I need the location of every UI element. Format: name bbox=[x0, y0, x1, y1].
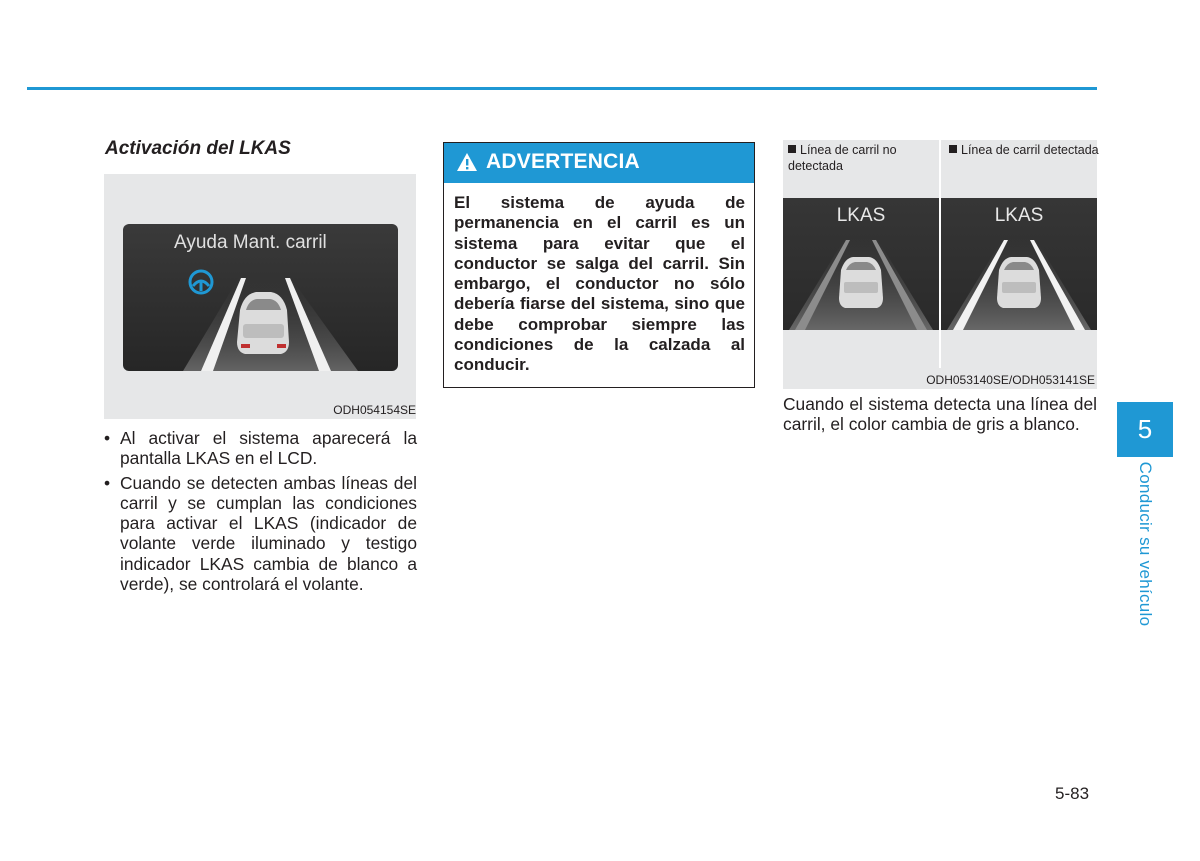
chapter-name: Conducir su vehículo bbox=[1136, 461, 1155, 627]
section-title: Activación del LKAS bbox=[105, 138, 291, 159]
figure-code: ODH053140SE/ODH053141SE bbox=[926, 373, 1095, 387]
chapter-number-tab: 5 bbox=[1117, 402, 1173, 457]
warning-text: El sistema de ayuda de permanencia en el carril es un sistema para evitar que el conductor se salga del carril. Sin embargo, el conductor no sólo debería fiarse del sistema, sino que debe comprobar siempre las condiciones de la calzada al conducir. bbox=[454, 193, 745, 375]
square-bullet-icon bbox=[949, 145, 957, 153]
panel-label-not-detected: Línea de carril no detectada bbox=[788, 143, 897, 173]
lkas-panel-not-detected bbox=[783, 198, 939, 330]
lcd-figure bbox=[104, 174, 416, 419]
bullet-icon: • bbox=[104, 428, 111, 448]
lkas-title: LKAS bbox=[994, 205, 1044, 226]
lkas-comparison-figure bbox=[783, 140, 1097, 389]
page-number: 5-83 bbox=[1055, 784, 1090, 803]
square-bullet-icon bbox=[788, 145, 796, 153]
list-item: • Al activar el sistema aparecerá la pantalla LKAS en el LCD. bbox=[104, 428, 417, 469]
bullet-icon: • bbox=[104, 472, 111, 493]
lcd-screen bbox=[123, 224, 398, 371]
figure-code: ODH054154SE bbox=[333, 403, 416, 417]
warning-triangle-icon bbox=[456, 152, 478, 172]
car-icon bbox=[237, 292, 289, 354]
lkas-title: LKAS bbox=[836, 205, 886, 226]
lcd-screen-title: Ayuda Mant. carril bbox=[174, 232, 327, 253]
panel-divider bbox=[939, 140, 941, 368]
warning-header bbox=[444, 143, 754, 183]
warning-box bbox=[443, 142, 755, 388]
body-paragraph: Cuando el sistema detecta una línea del carril, el color cambia de gris a blanco. bbox=[783, 394, 1097, 435]
panel-label-detected: Línea de carril detectada bbox=[949, 142, 1099, 158]
header-rule bbox=[27, 87, 1097, 90]
lkas-panel-detected bbox=[941, 198, 1097, 330]
list-item: • Cuando se detecten ambas líneas del carril y se cumplan las condiciones para activar el LKAS (indicador de volante verde iluminado y testigo indicador LKAS cambia de blanco a verde), se controlará el volante. bbox=[104, 472, 417, 595]
bullet-list bbox=[104, 428, 417, 598]
warning-title: ADVERTENCIA bbox=[486, 150, 640, 173]
